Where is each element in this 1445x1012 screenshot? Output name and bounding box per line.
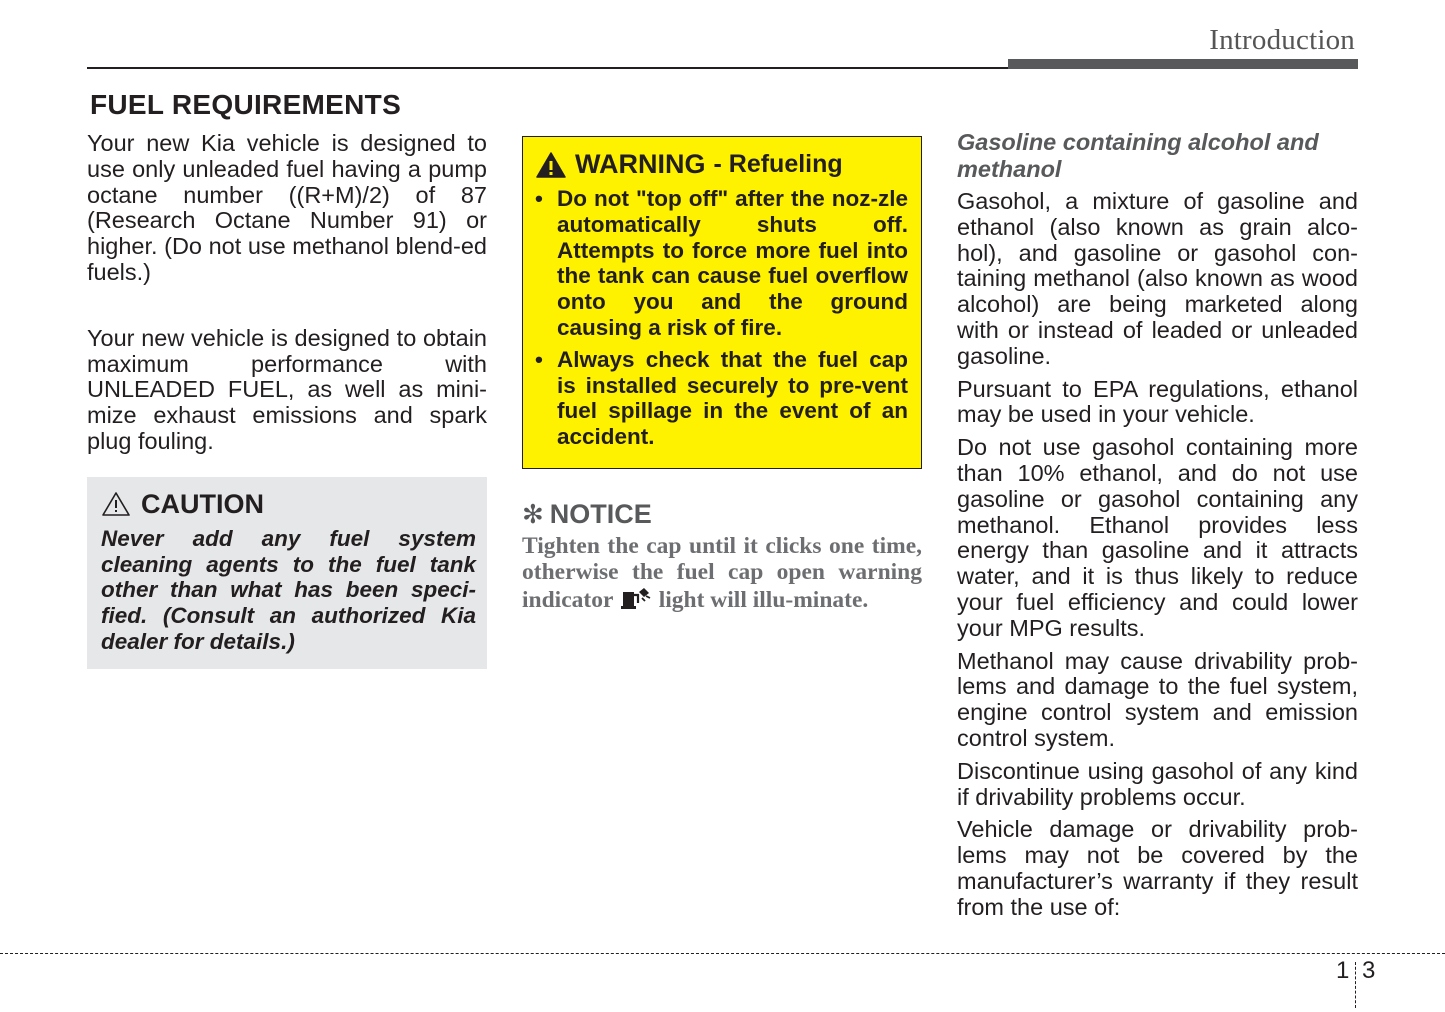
ethanol-limit-paragraph: Do not use gasohol containing more than 10% ethanol, and do not use gasoline or gasohol containing any methanol. Ethanol provides less energy than gasoline and it attracts water, and it is thus likely to reduce your fuel efficiency and could lower your MPG results. [957, 434, 1358, 641]
caution-triangle-icon [101, 491, 131, 517]
notice-text-after: light will illu-minate. [658, 586, 869, 613]
warning-item [535, 186, 908, 341]
caution-box [87, 477, 487, 669]
notice-text-before: Tighten the cap until it clicks one time, otherwise the fuel cap open warning indicator [522, 532, 922, 613]
bullet: • [535, 186, 543, 211]
warning-triangle-icon [535, 151, 567, 179]
caution-text: Never add any fuel system cleaning agents to the fuel tank other than what has been speci-fied. (Consult an authorized Kia dealer for details.) [101, 525, 476, 654]
page-number-divider [1355, 962, 1356, 1008]
warning-item-text: Always check that the fuel cap is installed securely to pre-vent fuel spillage in the event of an accident. [557, 346, 908, 450]
right-column [957, 129, 1358, 928]
intro-paragraph: Your new Kia vehicle is designed to use only unleaded fuel having a pump octane number ((R+M)/2) of 87 (Research Octane Number 91) or higher. (Do not use methanol blend-ed fuels.) [87, 130, 487, 285]
left-column [87, 131, 487, 669]
caution-heading [101, 489, 476, 520]
notice-heading [522, 499, 922, 530]
page-title: FUEL REQUIREMENTS [90, 89, 402, 120]
epa-paragraph: Pursuant to EPA regulations, ethanol may be used in your vehicle. [957, 375, 1358, 428]
alcohol-subheading: Gasoline containing alcohol and methanol [957, 129, 1319, 182]
warning-title: WARNING [575, 149, 706, 179]
warning-list [535, 186, 908, 450]
warranty-paragraph: Vehicle damage or drivability prob-lems may not be covered by the manufacturer’s warranty if they result from the use of: [957, 816, 1358, 920]
fuel-cap-open-icon [619, 586, 653, 617]
caution-title: CAUTION [141, 488, 264, 519]
gasohol-paragraph: Gasohol, a mixture of gasoline and ethanol (also known as grain alco-hol), and gasoline or gasohol con-taining methanol (also known as wood alcohol) are being marketed along with or instead of leaded or unleaded gasoline. [957, 188, 1358, 369]
middle-column [522, 136, 922, 616]
header-bar [1008, 59, 1358, 69]
page-number: 3 [1362, 957, 1376, 984]
notice-symbol: ✻ [522, 498, 544, 529]
section-header: Introduction [1209, 24, 1355, 56]
header-rule [87, 67, 1008, 69]
warning-heading [535, 149, 908, 180]
bullet: • [535, 346, 543, 372]
warning-subtitle: - Refueling [713, 150, 843, 178]
footer-divider [0, 953, 1445, 954]
warning-item [535, 347, 908, 450]
warning-item-text: Do not "top off" after the noz-zle automatically shuts off. Attempts to force more fuel into the tank can cause fuel overflow onto you and the ground causing a risk of fire. [557, 186, 908, 340]
performance-paragraph: Your new vehicle is designed to obtain maximum performance with UNLEADED FUEL, as well as mini-mize exhaust emissions and spark plug fouling. [87, 324, 487, 454]
notice-title: NOTICE [549, 498, 652, 529]
discontinue-paragraph: Discontinue using gasohol of any kind if drivability problems occur. [957, 757, 1358, 810]
chapter-number: 1 [1336, 957, 1350, 984]
warning-box [522, 136, 922, 469]
methanol-paragraph: Methanol may cause drivability prob-lems and damage to the fuel system, engine control system and emission control system. [957, 647, 1358, 751]
notice-text [522, 534, 922, 616]
